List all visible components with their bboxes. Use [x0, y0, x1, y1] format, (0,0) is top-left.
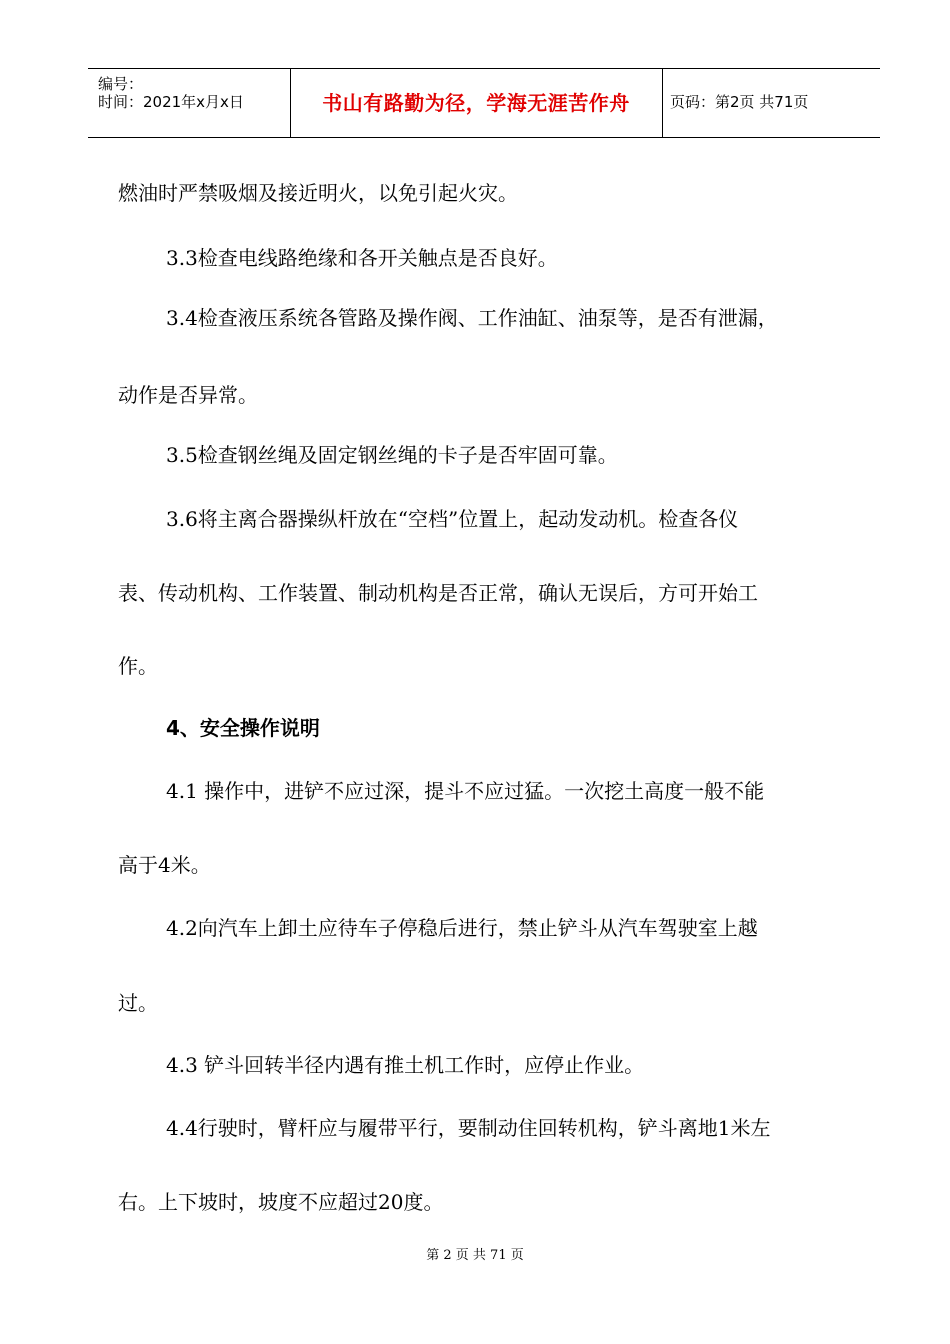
page-footer: 第 2 页 共 71 页 [426, 1248, 524, 1263]
text-line: 3.3检查电线路绝缘和各开关触点是否良好。 [166, 246, 558, 270]
serial-number-label: 编号： [98, 75, 144, 93]
text-line: 3.6将主离合器操纵杆放在“空档”位置上，起动发动机。检查各仪 [166, 507, 739, 531]
text-line: 4.2向汽车上卸土应待车子停稳后进行，禁止铲斗从汽车驾驶室上越 [166, 916, 758, 940]
text-line: 表、传动机构、工作装置、制动机构是否正常，确认无误后，方可开始工 [118, 581, 758, 605]
date-line: 时间：2021年x月x日 [98, 93, 244, 111]
text-line: 4.1 操作中，进铲不应过深，提斗不应过猛。一次挖土高度一般不能 [166, 779, 765, 803]
text-line: 高于4米。 [118, 853, 211, 877]
text-line: 作。 [118, 654, 158, 678]
text-line: 动作是否异常。 [118, 383, 258, 407]
text-line: 4.3 铲斗回转半径内遇有推土机工作时，应停止作业。 [166, 1053, 645, 1077]
text-line: 右。上下坡时，坡度不应超过20度。 [118, 1190, 444, 1214]
header-motto-cell [290, 69, 663, 137]
text-line: 燃油时严禁吸烟及接近明火，以免引起火灾。 [118, 181, 518, 205]
text-line: 4.4行驶时，臂杆应与履带平行，要制动住回转机构，铲斗离地1米左 [166, 1116, 771, 1140]
header-meta-cell [88, 69, 291, 137]
page-info: 页码：第2页 共71页 [670, 93, 809, 111]
text-line: 3.4检查液压系统各管路及操作阀、工作油缸、油泵等，是否有泄漏， [166, 306, 778, 330]
page-header [88, 68, 880, 138]
section-heading: 4、安全操作说明 [166, 716, 320, 740]
header-page-cell [662, 69, 880, 137]
text-line: 过。 [118, 991, 158, 1015]
text-line: 3.5检查钢丝绳及固定钢丝绳的卡子是否牢固可靠。 [166, 443, 618, 467]
motto: 书山有路勤为径，学海无涯苦作舟 [322, 91, 630, 115]
